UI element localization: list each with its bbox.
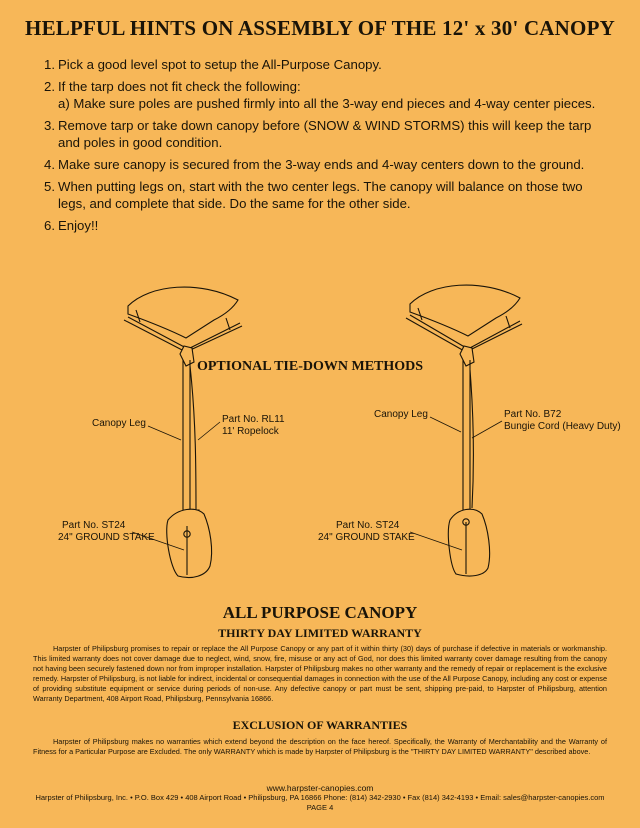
exclusion-title: EXCLUSION OF WARRANTIES: [232, 718, 408, 732]
left-part-number: Part No. RL11: [222, 414, 285, 425]
footer-address: Harpster of Philipsburg, Inc. • P.O. Box 429 • 408 Airport Road • Philipsburg, PA 16866 Phone: (814) 342-2930 • Fax (814) 342-4193 • Email: sales@harpster-canopies.com: [35, 793, 605, 802]
right-leg-label: Canopy Leg: [374, 409, 428, 420]
left-stake-number: Part No. ST24: [62, 520, 126, 531]
hint-item: [44, 78, 614, 112]
left-part-description: 11' Ropelock: [222, 426, 279, 437]
page-footer: [0, 783, 640, 813]
left-stake-description: 24" GROUND STAKE: [58, 532, 155, 543]
hint-text: When putting legs on, start with the two center legs. The canopy will balance on those two legs, and complete that side. Do the same for the other side.: [58, 179, 583, 211]
page-title: HELPFUL HINTS ON ASSEMBLY OF THE 12' x 30' CANOPY: [25, 16, 615, 40]
hint-item: [44, 56, 614, 73]
hint-number: 4.: [44, 157, 55, 172]
footer-page-number: PAGE 4: [306, 803, 334, 812]
tie-down-diagram: [0, 270, 640, 600]
exclusion-body: Harpster of Philipsburg makes no warranties which extend beyond the description on the face hereof. Specifically, the Warranty of Merchantability and the Warranty of Fitness for a Particular Purpose are Excluded. The only WARRANTY which is made by Harpster of Philipsburg is the "THIRTY DAY LIMITED WARRANTY" described above.: [33, 737, 607, 756]
hint-text: Enjoy!!: [58, 218, 99, 233]
warranty-title: ALL PURPOSE CANOPY: [222, 603, 418, 622]
warranty-subtitle: THIRTY DAY LIMITED WARRANTY: [218, 626, 422, 640]
hint-number: 5.: [44, 179, 55, 194]
hint-text: Make sure canopy is secured from the 3-way ends and 4-way centers down to the ground.: [58, 157, 585, 172]
right-part-description: Bungie Cord (Heavy Duty): [504, 421, 621, 432]
hint-number: 1.: [44, 57, 55, 72]
hint-number: 3.: [44, 118, 55, 133]
hint-number: 2.: [44, 79, 55, 94]
right-stake-description: 24" GROUND STAKE: [318, 532, 415, 543]
hint-item: [44, 217, 614, 234]
hint-text: Remove tarp or take down canopy before (SNOW & WIND STORMS) this will keep the tarp and poles in good condition.: [58, 118, 592, 150]
hints-list: [44, 56, 614, 239]
hint-text: If the tarp does not fit check the following:: [58, 79, 301, 94]
right-part-number: Part No. B72: [504, 409, 562, 420]
hint-item: [44, 117, 614, 151]
right-stake-number: Part No. ST24: [336, 520, 400, 531]
hint-item: [44, 178, 614, 212]
hint-item: [44, 156, 614, 173]
hint-text: Pick a good level spot to setup the All-Purpose Canopy.: [58, 57, 382, 72]
footer-website: www.harpster-canopies.com: [266, 783, 374, 793]
hint-number: 6.: [44, 218, 55, 233]
left-leg-label: Canopy Leg: [92, 418, 146, 429]
methods-title: OPTIONAL TIE-DOWN METHODS: [196, 359, 424, 374]
hint-subtext: a) Make sure poles are pushed firmly into all the 3-way end pieces and 4-way center pieces.: [58, 96, 596, 111]
warranty-body: Harpster of Philipsburg promises to repair or replace the All Purpose Canopy or any part of it within thirty (30) days of purchase if defective in materials or workmanship. This limited warranty does not cover damage due to neglect, wind, snow, fire, misuse or any act of God, nor does this limited warranty cover damage resulting from the canopy not having been securely fastened down nor from improper installation. Harpster of Philipsburg makes no other warranty and the remedy of repair or replacement is the exclusive remedy. Harpster of Philipsburg, is not liable for indirect, incidental or consequential damages in connection with the use of the All Purpose Canopy, including any cost or expense of providing substitute equipment or service during periods of non-use. Any defective canopy or part must be sent, shipping pre-paid, to Harpster of Philipsburg, attention Warranty Department, 408 Airport Road, Philipsburg, Pennsylvania 16866.: [33, 644, 607, 703]
